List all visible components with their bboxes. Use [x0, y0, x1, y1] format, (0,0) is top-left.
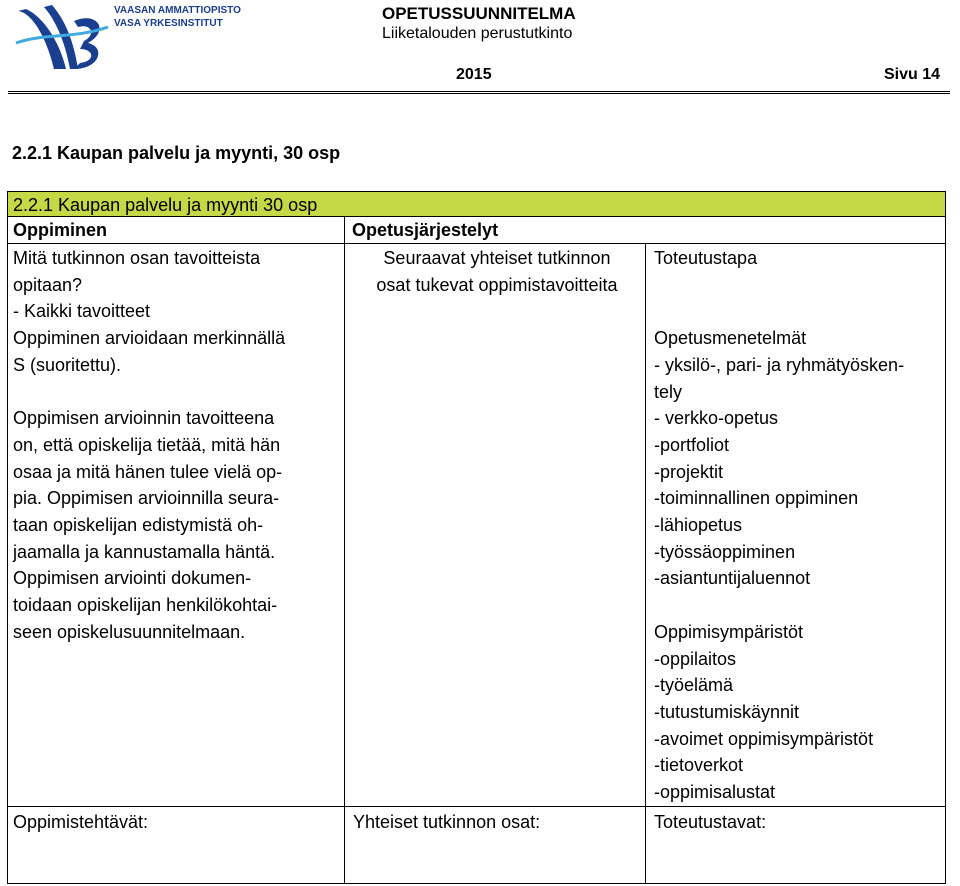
- column-header-oppiminen: Oppiminen: [13, 220, 107, 240]
- logo-line-2: VASA YRKESINSTITUT: [114, 18, 223, 29]
- document-title: OPETUSSUUNNITELMA: [382, 4, 576, 23]
- implementation-methods: Toteutustapa Opetusmenetelmät - yksilö-, pari- ja ryhmätyösken- tely - verkko-opetus -portfoliot -projektit -toiminnallinen oppiminen -lähiopetus -työssäoppiminen -asiantuntijaluennot Oppimisympäristöt -oppilaitos -työelämä -tutustumiskäynnit -avoimet oppimisympäristöt -tietoverkot -oppimisalustat: [654, 248, 905, 803]
- curriculum-table: [7, 191, 946, 884]
- supporting-common-units: Seuraavat yhteiset tutkinnon osat tukevat oppimistavoitteita: [376, 248, 618, 295]
- learning-description: Mitä tutkinnon osan tavoitteista opitaan? - Kaikki tavoitteet Oppiminen arvioidaan merkinnällä S (suoritettu). Oppimisen arvioinnin tavoitteena on, että opiskelija tietää, mitä hän osaa ja mitä hänen tulee vielä op- pia. Oppimisen arvioinnilla seura- taan opiskelijan edistymistä oh- jaamalla ja kannustamalla häntä. Oppimisen arviointi dokumen- toidaan opiskelijan henkilökohtai- seen opiskelusuunnitelmaan.: [13, 248, 286, 642]
- column-header-opetusjarjestelyt: Opetusjärjestelyt: [352, 220, 499, 240]
- footer-yhteiset-tutkinnon-osat: Yhteiset tutkinnon osat:: [353, 812, 541, 832]
- year: 2015: [456, 66, 492, 83]
- logo: [14, 3, 254, 75]
- column-divider: [344, 216, 345, 883]
- footer-oppimistehtavat: Oppimistehtävät:: [13, 812, 149, 832]
- header-divider: [8, 91, 950, 94]
- page-number: Sivu 14: [884, 66, 941, 83]
- section-heading: 2.2.1 Kaupan palvelu ja myynti, 30 osp: [12, 143, 341, 163]
- table-title: 2.2.1 Kaupan palvelu ja myynti 30 osp: [13, 195, 318, 215]
- document-subtitle: Liiketalouden perustutkinto: [382, 25, 573, 42]
- logo-line-1: VAASAN AMMATTIOPISTO: [114, 5, 241, 16]
- logo-mark-icon: [14, 3, 110, 75]
- column-divider: [645, 243, 646, 883]
- row-divider: [8, 806, 945, 807]
- footer-toteutustavat: Toteutustavat:: [654, 812, 767, 832]
